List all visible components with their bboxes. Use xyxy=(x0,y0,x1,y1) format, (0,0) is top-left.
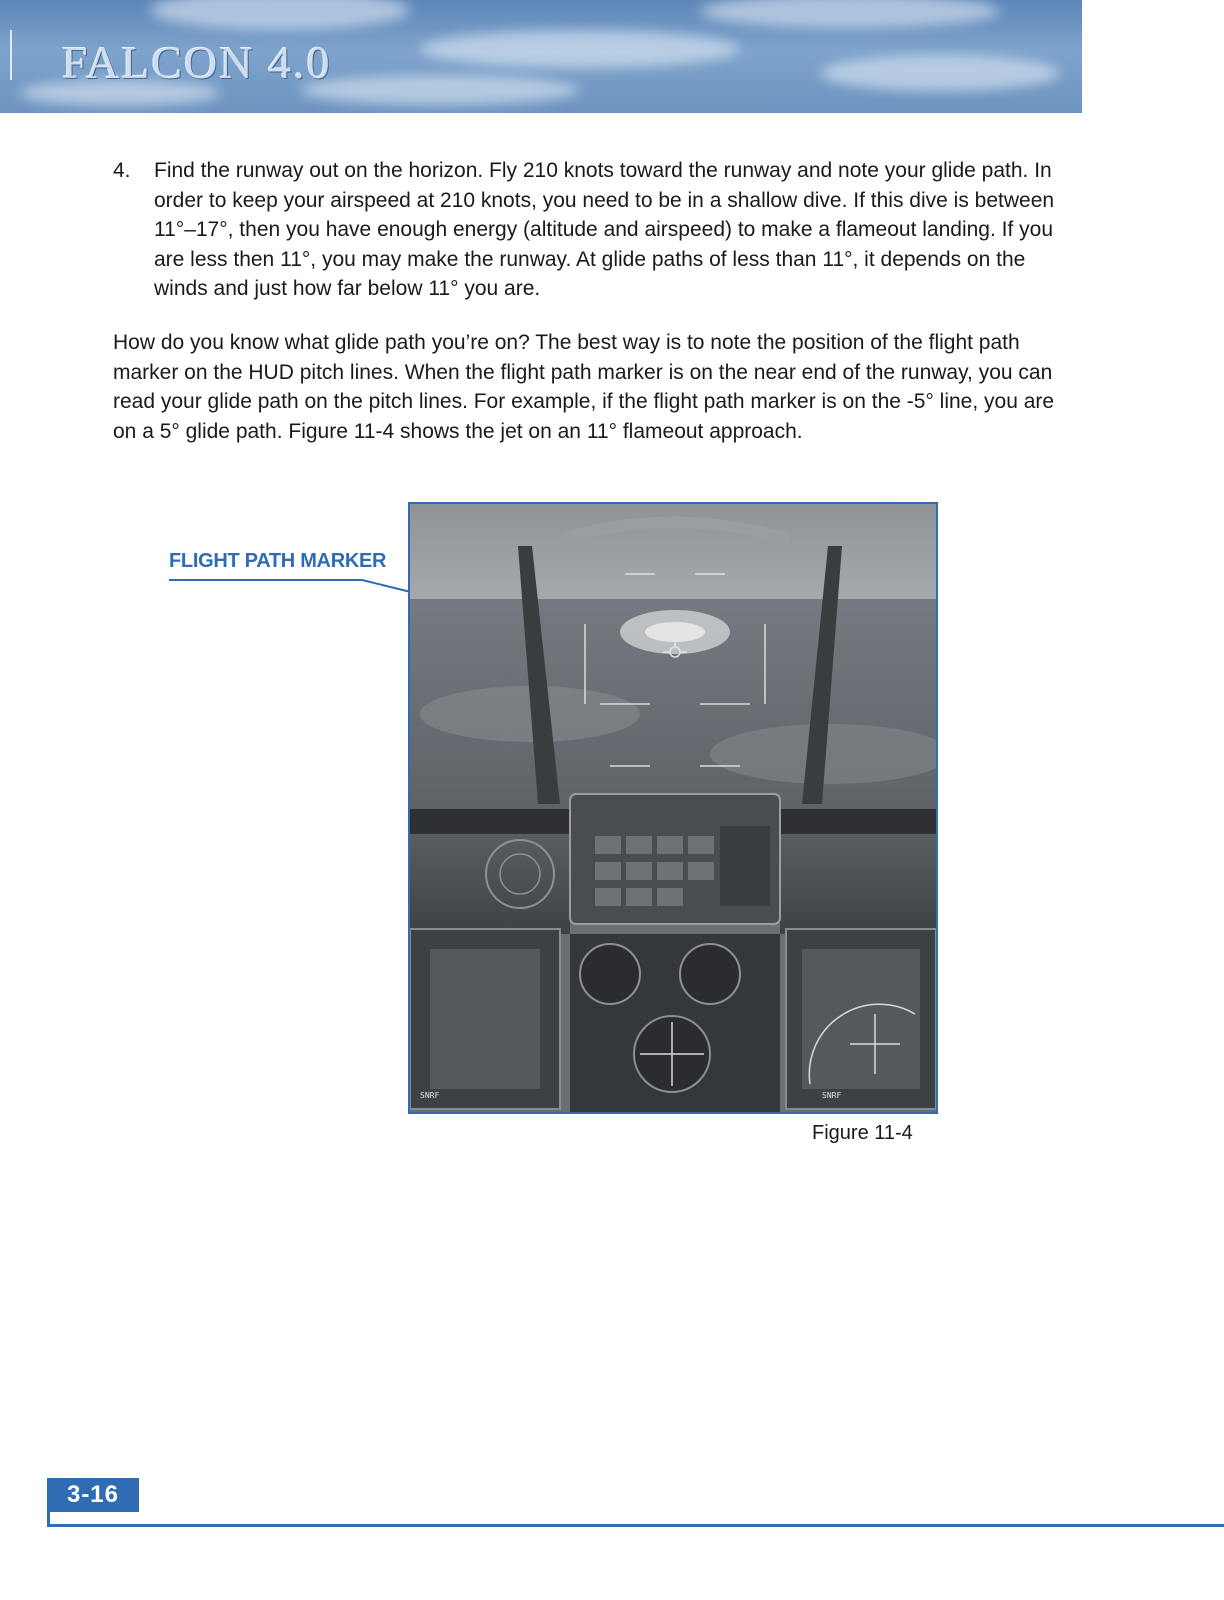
list-item-number: 4. xyxy=(113,159,131,182)
footer-rule xyxy=(47,1524,1224,1527)
falcon-logo: FALCON 4.0 xyxy=(62,37,332,88)
mfd-left-label: SNRF xyxy=(420,1091,440,1100)
cockpit-figure xyxy=(408,502,938,1114)
figure-caption: Figure 11-4 xyxy=(812,1122,913,1144)
cockpit-illustration xyxy=(410,504,936,1112)
flight-path-marker-label: FLIGHT PATH MARKER xyxy=(169,550,387,572)
page-number: 3-16 xyxy=(47,1478,139,1512)
glide-path-paragraph: How do you know what glide path you’re on? The best way is to note the position of the flight path marker on the HUD pitch lines. When the flight path marker is on the near end of the runway, you can read your glide path on the pitch lines. For example, if the flight path marker is on the -5° line, you are on a 5° glide path. Figure 11-4 shows the jet on an 11° flameout approach. xyxy=(113,331,1055,443)
list-item-text: Find the runway out on the horizon. Fly 210 knots toward the runway and note your glide path. In order to keep your airspeed at 210 knots, you need to be in a shallow dive. If this dive is between 11°–17°, then you have enough energy (altitude and airspeed) to make a flameout landing. If you are less then 11°, you may make the runway. At glide paths of less than 11°, it depends on the winds and just how far below 11° you are. xyxy=(154,159,1055,300)
mfd-right-label: SNRF xyxy=(822,1091,842,1100)
